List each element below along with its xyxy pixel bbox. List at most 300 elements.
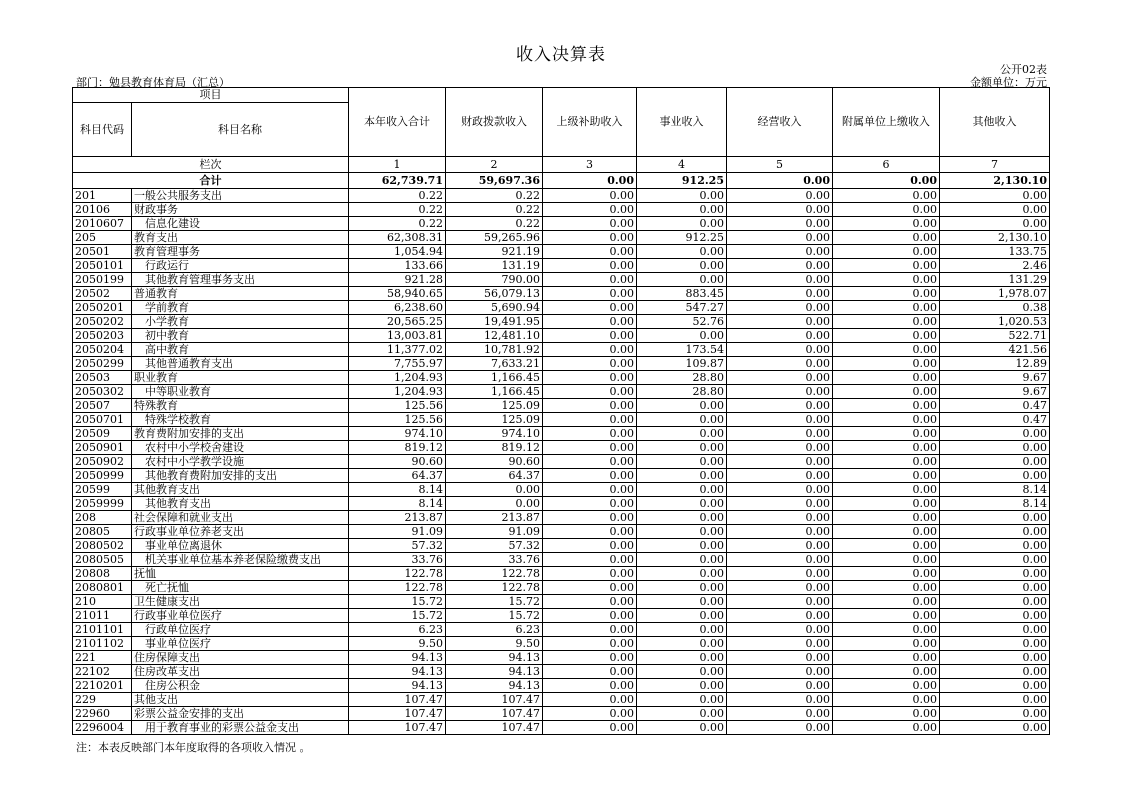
amount-cell: 109.87 xyxy=(637,357,727,371)
subject-code: 2050203 xyxy=(73,329,132,343)
amount-cell: 0.00 xyxy=(543,329,637,343)
subject-name: 其他教育管理事务支出 xyxy=(132,273,349,287)
amount-cell: 107.47 xyxy=(349,693,446,707)
amount-cell: 0.00 xyxy=(940,623,1050,637)
table-row xyxy=(73,441,1050,455)
amount-cell: 0.00 xyxy=(940,525,1050,539)
amount-cell: 0.00 xyxy=(833,567,940,581)
table-row xyxy=(73,679,1050,693)
amount-cell: 0.00 xyxy=(833,637,940,651)
amount-cell: 1,020.53 xyxy=(940,315,1050,329)
amount-cell: 0.00 xyxy=(543,665,637,679)
amount-cell: 9.67 xyxy=(940,385,1050,399)
amount-cell: 0.00 xyxy=(833,595,940,609)
amount-cell: 0.00 xyxy=(940,539,1050,553)
amount-cell: 64.37 xyxy=(446,469,543,483)
amount-cell: 0.00 xyxy=(833,553,940,567)
table-row xyxy=(73,497,1050,511)
subject-code: 20501 xyxy=(73,245,132,259)
subject-name: 学前教育 xyxy=(132,301,349,315)
column-header: 附属单位上缴收入 xyxy=(833,88,940,157)
income-table xyxy=(72,87,1050,735)
subject-name: 初中教育 xyxy=(132,329,349,343)
amount-cell: 0.00 xyxy=(543,455,637,469)
table-row xyxy=(73,553,1050,567)
amount-cell: 0.00 xyxy=(637,595,727,609)
amount-cell: 0.00 xyxy=(940,511,1050,525)
amount-cell: 125.09 xyxy=(446,413,543,427)
amount-cell: 1,166.45 xyxy=(446,371,543,385)
amount-cell: 0.00 xyxy=(727,595,833,609)
amount-cell: 94.13 xyxy=(446,679,543,693)
amount-cell: 0.00 xyxy=(543,217,637,231)
table-row xyxy=(73,287,1050,301)
amount-cell: 0.00 xyxy=(727,497,833,511)
amount-cell: 0.00 xyxy=(637,553,727,567)
amount-cell: 0.00 xyxy=(446,483,543,497)
amount-cell: 0.00 xyxy=(727,609,833,623)
amount-cell: 0.00 xyxy=(637,329,727,343)
amount-cell: 0.00 xyxy=(727,553,833,567)
amount-cell: 0.00 xyxy=(727,273,833,287)
subject-name: 事业单位离退休 xyxy=(132,539,349,553)
subject-name: 死亡抚恤 xyxy=(132,581,349,595)
amount-cell: 0.00 xyxy=(727,455,833,469)
subject-name: 教育费附加安排的支出 xyxy=(132,427,349,441)
table-row xyxy=(73,315,1050,329)
amount-cell: 0.00 xyxy=(637,567,727,581)
amount-cell: 2.46 xyxy=(940,259,1050,273)
subject-code: 2296004 xyxy=(73,721,132,735)
amount-cell: 11,377.02 xyxy=(349,343,446,357)
amount-cell: 0.00 xyxy=(940,581,1050,595)
amount-cell: 0.00 xyxy=(940,553,1050,567)
subject-code: 20805 xyxy=(73,525,132,539)
column-header: 上级补助收入 xyxy=(543,88,637,157)
amount-cell: 1,978.07 xyxy=(940,287,1050,301)
subject-name: 社会保障和就业支出 xyxy=(132,511,349,525)
amount-cell: 122.78 xyxy=(446,567,543,581)
subject-name: 其他教育支出 xyxy=(132,497,349,511)
amount-cell: 0.00 xyxy=(727,203,833,217)
table-row xyxy=(73,483,1050,497)
amount-cell: 213.87 xyxy=(349,511,446,525)
table-row xyxy=(73,203,1050,217)
amount-cell: 974.10 xyxy=(349,427,446,441)
amount-cell: 107.47 xyxy=(446,693,543,707)
item-group-header: 项目 xyxy=(73,88,349,103)
table-row xyxy=(73,539,1050,553)
amount-cell: 107.47 xyxy=(446,707,543,721)
subject-name: 职业教育 xyxy=(132,371,349,385)
amount-cell: 0.00 xyxy=(727,371,833,385)
amount-cell: 107.47 xyxy=(446,721,543,735)
subject-name: 财政事务 xyxy=(132,203,349,217)
amount-cell: 0.00 xyxy=(833,707,940,721)
subject-code: 2059999 xyxy=(73,497,132,511)
amount-cell: 0.00 xyxy=(637,651,727,665)
subject-name: 其他教育费附加安排的支出 xyxy=(132,469,349,483)
amount-cell: 0.00 xyxy=(940,693,1050,707)
amount-cell: 0.00 xyxy=(543,441,637,455)
subject-name: 一般公共服务支出 xyxy=(132,189,349,203)
amount-cell: 0.00 xyxy=(940,595,1050,609)
amount-cell: 0.00 xyxy=(727,511,833,525)
subject-name: 小学教育 xyxy=(132,315,349,329)
amount-cell: 0.00 xyxy=(727,567,833,581)
amount-cell: 0.00 xyxy=(637,679,727,693)
amount-cell: 0.00 xyxy=(543,693,637,707)
amount-cell: 0.00 xyxy=(833,399,940,413)
amount-cell: 0.00 xyxy=(727,707,833,721)
amount-cell: 1,204.93 xyxy=(349,371,446,385)
amount-cell: 0.00 xyxy=(543,497,637,511)
amount-cell: 0.00 xyxy=(833,427,940,441)
amount-cell: 0.38 xyxy=(940,301,1050,315)
subject-code: 208 xyxy=(73,511,132,525)
total-value: 0.00 xyxy=(833,173,940,189)
subject-code: 201 xyxy=(73,189,132,203)
amount-cell: 0.00 xyxy=(833,231,940,245)
amount-cell: 1,054.94 xyxy=(349,245,446,259)
amount-cell: 133.75 xyxy=(940,245,1050,259)
amount-cell: 0.00 xyxy=(637,273,727,287)
amount-cell: 0.00 xyxy=(637,609,727,623)
amount-cell: 94.13 xyxy=(349,665,446,679)
subject-code: 2050202 xyxy=(73,315,132,329)
subject-name: 事业单位医疗 xyxy=(132,637,349,651)
table-row xyxy=(73,609,1050,623)
subject-name: 农村中小学校舍建设 xyxy=(132,441,349,455)
amount-cell: 912.25 xyxy=(637,231,727,245)
amount-cell: 0.00 xyxy=(940,609,1050,623)
amount-cell: 819.12 xyxy=(446,441,543,455)
amount-cell: 0.00 xyxy=(727,385,833,399)
amount-cell: 0.00 xyxy=(940,665,1050,679)
subject-code: 229 xyxy=(73,693,132,707)
table-row xyxy=(73,693,1050,707)
subject-code: 20503 xyxy=(73,371,132,385)
table-row xyxy=(73,217,1050,231)
amount-cell: 6.23 xyxy=(349,623,446,637)
table-row xyxy=(73,357,1050,371)
amount-cell: 0.00 xyxy=(637,539,727,553)
table-row xyxy=(73,581,1050,595)
subject-code: 22102 xyxy=(73,665,132,679)
subject-name: 其他支出 xyxy=(132,693,349,707)
subject-code: 2210201 xyxy=(73,679,132,693)
table-row xyxy=(73,595,1050,609)
amount-cell: 0.00 xyxy=(727,287,833,301)
subject-name: 行政单位医疗 xyxy=(132,623,349,637)
amount-cell: 0.00 xyxy=(727,679,833,693)
subject-code: 2101101 xyxy=(73,623,132,637)
amount-cell: 0.00 xyxy=(833,245,940,259)
amount-cell: 125.56 xyxy=(349,399,446,413)
amount-cell: 0.00 xyxy=(543,469,637,483)
amount-cell: 94.13 xyxy=(349,679,446,693)
table-row xyxy=(73,567,1050,581)
amount-cell: 0.00 xyxy=(543,679,637,693)
amount-cell: 0.00 xyxy=(543,721,637,735)
amount-cell: 0.00 xyxy=(637,525,727,539)
subject-code: 2101102 xyxy=(73,637,132,651)
page-title: 收入决算表 xyxy=(516,45,606,65)
amount-cell: 107.47 xyxy=(349,707,446,721)
amount-cell: 6,238.60 xyxy=(349,301,446,315)
amount-cell: 0.00 xyxy=(543,637,637,651)
subject-name: 特殊教育 xyxy=(132,399,349,413)
amount-cell: 0.00 xyxy=(543,189,637,203)
amount-cell: 0.00 xyxy=(543,581,637,595)
amount-cell: 133.66 xyxy=(349,259,446,273)
subject-name: 特殊学校教育 xyxy=(132,413,349,427)
amount-cell: 59,265.96 xyxy=(446,231,543,245)
amount-cell: 819.12 xyxy=(349,441,446,455)
subject-code: 20509 xyxy=(73,427,132,441)
amount-cell: 94.13 xyxy=(446,651,543,665)
column-header: 经营收入 xyxy=(727,88,833,157)
amount-cell: 0.00 xyxy=(833,217,940,231)
subject-code: 21011 xyxy=(73,609,132,623)
table-row xyxy=(73,231,1050,245)
subject-code: 20599 xyxy=(73,483,132,497)
table-row xyxy=(73,343,1050,357)
amount-cell: 0.00 xyxy=(727,217,833,231)
subject-code: 2080505 xyxy=(73,553,132,567)
amount-cell: 0.00 xyxy=(543,273,637,287)
code-header: 科目代码 xyxy=(73,103,132,157)
column-number: 3 xyxy=(543,157,637,173)
amount-cell: 8.14 xyxy=(940,497,1050,511)
amount-cell: 0.00 xyxy=(637,581,727,595)
amount-cell: 0.00 xyxy=(543,371,637,385)
subject-code: 20502 xyxy=(73,287,132,301)
amount-cell: 0.47 xyxy=(940,413,1050,427)
amount-cell: 974.10 xyxy=(446,427,543,441)
amount-cell: 0.00 xyxy=(940,455,1050,469)
amount-cell: 9.50 xyxy=(446,637,543,651)
amount-cell: 0.00 xyxy=(727,301,833,315)
table-row xyxy=(73,301,1050,315)
amount-cell: 0.00 xyxy=(543,539,637,553)
column-number: 6 xyxy=(833,157,940,173)
amount-cell: 1,204.93 xyxy=(349,385,446,399)
amount-cell: 2,130.10 xyxy=(940,231,1050,245)
amount-unit-label: 金额单位：万元 xyxy=(970,76,1047,89)
amount-cell: 0.00 xyxy=(940,189,1050,203)
amount-cell: 0.00 xyxy=(833,301,940,315)
amount-cell: 0.00 xyxy=(833,441,940,455)
amount-cell: 0.00 xyxy=(833,693,940,707)
column-number: 7 xyxy=(940,157,1050,173)
amount-cell: 0.00 xyxy=(727,413,833,427)
amount-cell: 0.00 xyxy=(833,357,940,371)
amount-cell: 0.00 xyxy=(940,427,1050,441)
subject-code: 2050901 xyxy=(73,441,132,455)
amount-cell: 0.00 xyxy=(637,413,727,427)
amount-cell: 0.00 xyxy=(637,637,727,651)
amount-cell: 15.72 xyxy=(349,609,446,623)
amount-cell: 0.00 xyxy=(833,609,940,623)
amount-cell: 0.00 xyxy=(637,469,727,483)
subject-code: 2050299 xyxy=(73,357,132,371)
name-header: 科目名称 xyxy=(132,103,349,157)
table-row xyxy=(73,189,1050,203)
form-number: 公开02表 xyxy=(1000,63,1047,76)
amount-cell: 0.00 xyxy=(833,203,940,217)
amount-cell: 0.00 xyxy=(833,385,940,399)
table-row xyxy=(73,385,1050,399)
amount-cell: 122.78 xyxy=(446,581,543,595)
total-value: 2,130.10 xyxy=(940,173,1050,189)
amount-cell: 33.76 xyxy=(446,553,543,567)
column-header: 事业收入 xyxy=(637,88,727,157)
subject-name: 教育管理事务 xyxy=(132,245,349,259)
total-value: 62,739.71 xyxy=(349,173,446,189)
amount-cell: 883.45 xyxy=(637,287,727,301)
amount-cell: 0.00 xyxy=(940,217,1050,231)
amount-cell: 0.00 xyxy=(727,315,833,329)
amount-cell: 13,003.81 xyxy=(349,329,446,343)
amount-cell: 28.80 xyxy=(637,371,727,385)
amount-cell: 0.00 xyxy=(543,357,637,371)
amount-cell: 0.00 xyxy=(543,413,637,427)
amount-cell: 90.60 xyxy=(349,455,446,469)
subject-name: 其他普通教育支出 xyxy=(132,357,349,371)
amount-cell: 5,690.94 xyxy=(446,301,543,315)
amount-cell: 131.29 xyxy=(940,273,1050,287)
amount-cell: 8.14 xyxy=(349,483,446,497)
subject-code: 2050302 xyxy=(73,385,132,399)
amount-cell: 0.00 xyxy=(833,329,940,343)
table-row xyxy=(73,707,1050,721)
total-value: 0.00 xyxy=(543,173,637,189)
subject-name: 用于教育事业的彩票公益金支出 xyxy=(132,721,349,735)
amount-cell: 0.00 xyxy=(637,259,727,273)
amount-cell: 0.00 xyxy=(543,203,637,217)
amount-cell: 0.00 xyxy=(940,203,1050,217)
amount-cell: 20,565.25 xyxy=(349,315,446,329)
amount-cell: 547.27 xyxy=(637,301,727,315)
table-row xyxy=(73,651,1050,665)
subject-code: 205 xyxy=(73,231,132,245)
amount-cell: 62,308.31 xyxy=(349,231,446,245)
amount-cell: 9.67 xyxy=(940,371,1050,385)
amount-cell: 0.00 xyxy=(833,665,940,679)
amount-cell: 0.00 xyxy=(543,623,637,637)
amount-cell: 921.28 xyxy=(349,273,446,287)
amount-cell: 0.00 xyxy=(940,679,1050,693)
amount-cell: 0.00 xyxy=(940,707,1050,721)
amount-cell: 0.22 xyxy=(446,217,543,231)
amount-cell: 0.00 xyxy=(543,259,637,273)
amount-cell: 12.89 xyxy=(940,357,1050,371)
amount-cell: 0.00 xyxy=(833,455,940,469)
amount-cell: 0.00 xyxy=(727,539,833,553)
amount-cell: 0.00 xyxy=(940,441,1050,455)
amount-cell: 90.60 xyxy=(446,455,543,469)
amount-cell: 213.87 xyxy=(446,511,543,525)
amount-cell: 0.00 xyxy=(833,679,940,693)
table-row xyxy=(73,455,1050,469)
amount-cell: 0.00 xyxy=(637,693,727,707)
amount-cell: 0.00 xyxy=(833,623,940,637)
amount-cell: 15.72 xyxy=(349,595,446,609)
subject-code: 20507 xyxy=(73,399,132,413)
amount-cell: 0.47 xyxy=(940,399,1050,413)
amount-cell: 0.00 xyxy=(727,343,833,357)
subject-name: 抚恤 xyxy=(132,567,349,581)
amount-cell: 122.78 xyxy=(349,581,446,595)
amount-cell: 131.19 xyxy=(446,259,543,273)
department-label: 部门：勉县教育体育局（汇总） xyxy=(76,76,230,89)
amount-cell: 0.00 xyxy=(940,469,1050,483)
amount-cell: 0.00 xyxy=(727,581,833,595)
amount-cell: 0.00 xyxy=(833,469,940,483)
amount-cell: 57.32 xyxy=(349,539,446,553)
subject-code: 20808 xyxy=(73,567,132,581)
amount-cell: 0.22 xyxy=(446,203,543,217)
amount-cell: 0.00 xyxy=(833,315,940,329)
subject-code: 22960 xyxy=(73,707,132,721)
amount-cell: 0.00 xyxy=(543,343,637,357)
amount-cell: 0.00 xyxy=(727,329,833,343)
amount-cell: 91.09 xyxy=(349,525,446,539)
amount-cell: 0.00 xyxy=(637,441,727,455)
amount-cell: 0.00 xyxy=(727,637,833,651)
amount-cell: 0.00 xyxy=(543,315,637,329)
amount-cell: 0.00 xyxy=(637,497,727,511)
amount-cell: 0.00 xyxy=(940,721,1050,735)
amount-cell: 0.00 xyxy=(543,245,637,259)
table-row xyxy=(73,245,1050,259)
subject-name: 其他教育支出 xyxy=(132,483,349,497)
amount-cell: 0.00 xyxy=(727,441,833,455)
amount-cell: 0.00 xyxy=(543,385,637,399)
subject-name: 机关事业单位基本养老保险缴费支出 xyxy=(132,553,349,567)
amount-cell: 0.00 xyxy=(543,483,637,497)
amount-cell: 0.00 xyxy=(833,189,940,203)
subject-name: 行政运行 xyxy=(132,259,349,273)
amount-cell: 0.00 xyxy=(727,525,833,539)
subject-name: 彩票公益金安排的支出 xyxy=(132,707,349,721)
amount-cell: 173.54 xyxy=(637,343,727,357)
amount-cell: 0.00 xyxy=(637,721,727,735)
amount-cell: 0.00 xyxy=(727,623,833,637)
amount-cell: 0.00 xyxy=(637,623,727,637)
table-row xyxy=(73,469,1050,483)
amount-cell: 0.00 xyxy=(637,217,727,231)
amount-cell: 94.13 xyxy=(349,651,446,665)
amount-cell: 0.00 xyxy=(833,497,940,511)
amount-cell: 0.00 xyxy=(637,665,727,679)
amount-cell: 0.00 xyxy=(833,273,940,287)
amount-cell: 0.00 xyxy=(727,469,833,483)
amount-cell: 0.00 xyxy=(727,245,833,259)
subject-name: 住房保障支出 xyxy=(132,651,349,665)
amount-cell: 0.00 xyxy=(727,259,833,273)
column-header: 其他收入 xyxy=(940,88,1050,157)
amount-cell: 7,633.21 xyxy=(446,357,543,371)
amount-cell: 33.76 xyxy=(349,553,446,567)
amount-cell: 8.14 xyxy=(940,483,1050,497)
amount-cell: 921.19 xyxy=(446,245,543,259)
amount-cell: 0.00 xyxy=(833,721,940,735)
amount-cell: 0.00 xyxy=(833,651,940,665)
amount-cell: 15.72 xyxy=(446,595,543,609)
amount-cell: 1,166.45 xyxy=(446,385,543,399)
